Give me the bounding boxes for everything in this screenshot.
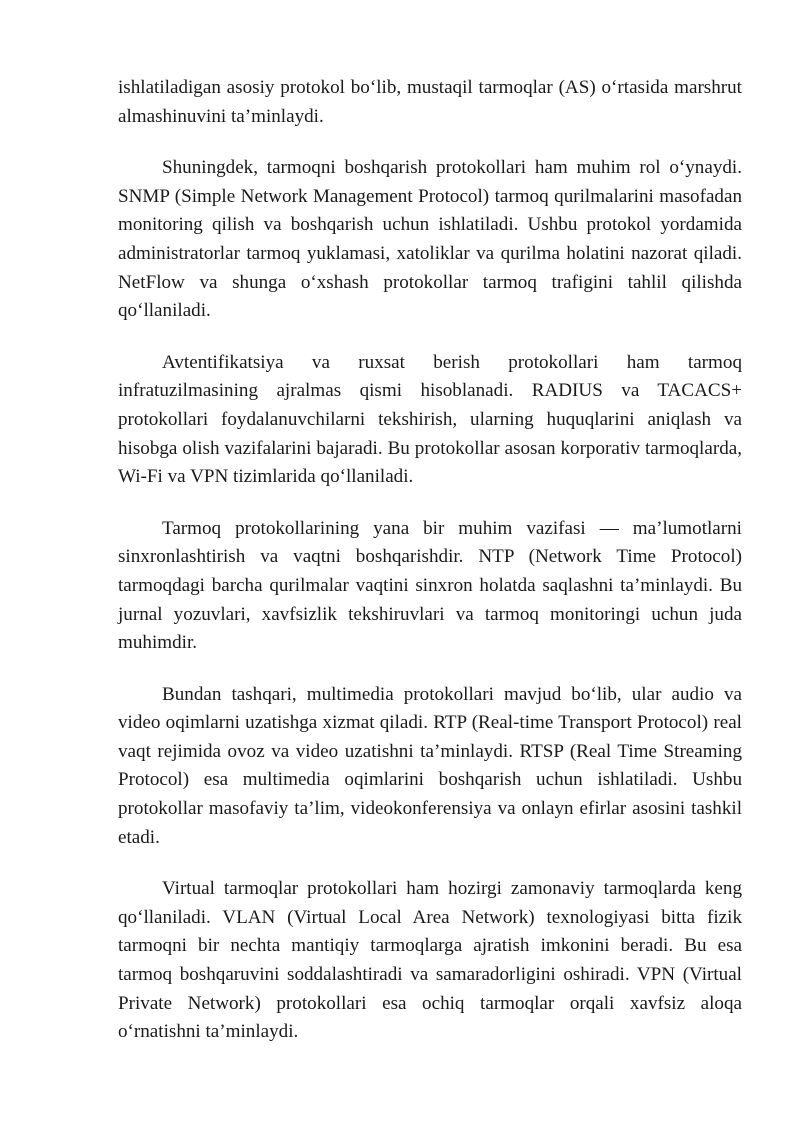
paragraph-continuation: ishlatiladigan asosiy protokol bo‘lib, mustaqil tarmoqlar (AS) o‘rtasida marshrut almashinuvini ta’minlaydi.	[118, 77, 742, 127]
paragraph-time-sync: Tarmoq protokollarining yana bir muhim vazifasi — ma’lumotlarni sinxronlashtirish va vaqtni boshqarishdir. NTP (Network Time Protocol) tarmoqdagi barcha qurilmalar vaqtini sinxron holatda saqlashni ta’minlaydi. Bu jurnal yozuvlari, xavfsizlik tekshiruvlari va tarmoq monitoringi uchun juda muhimdir.	[118, 517, 742, 654]
document-page	[118, 74, 742, 1070]
paragraph-virtual-networks: Virtual tarmoqlar protokollari ham hozirgi zamonaviy tarmoqlarda keng qo‘llaniladi. VLAN (Virtual Local Area Network) texnologiyasi bitta fizik tarmoqni bir nechta mantiqiy tarmoqlarga ajratish imkonini beradi. Bu esa tarmoq boshqaruvini soddalashtiradi va samaradorligini oshiradi. VPN (Virtual Private Network) protokollari esa ochiq tarmoqlar orqali xavfsiz aloqa o‘rnatishni ta’minlaydi.	[118, 878, 742, 1043]
paragraph-multimedia: Bundan tashqari, multimedia protokollari mavjud bo‘lib, ular audio va video oqimlarni uzatishga xizmat qiladi. RTP (Real-time Transport Protocol) real vaqt rejimida ovoz va video uzatishni ta’minlaydi. RTSP (Real Time Streaming Protocol) esa multimedia oqimlarini boshqarish uchun ishlatiladi. Ushbu protokollar masofaviy ta’lim, videokonferensiya va onlayn efirlar asosini tashkil etadi.	[118, 683, 742, 848]
paragraph-authentication: Avtentifikatsiya va ruxsat berish protokollari ham tarmoq infratuzilmasining ajralmas qismi hisoblanadi. RADIUS va TACACS+ protokollari foydalanuvchilarni tekshirish, ularning huquqlarini aniqlash va hisobga olish vazifalarini bajaradi. Bu protokollar asosan korporativ tarmoqlarda, Wi-Fi va VPN tizimlarida qo‘llaniladi.	[118, 351, 742, 488]
paragraph-network-management: Shuningdek, tarmoqni boshqarish protokollari ham muhim rol o‘ynaydi. SNMP (Simple Network Management Protocol) tarmoq qurilmalarini masofadan monitoring qilish va boshqarish uchun ishlatiladi. Ushbu protokol yordamida administratorlar tarmoq yuklamasi, xatoliklar va qurilma holatini nazorat qiladi. NetFlow va shunga o‘xshash protokollar tarmoq trafigini tahlil qilishda qo‘llaniladi.	[118, 157, 742, 322]
